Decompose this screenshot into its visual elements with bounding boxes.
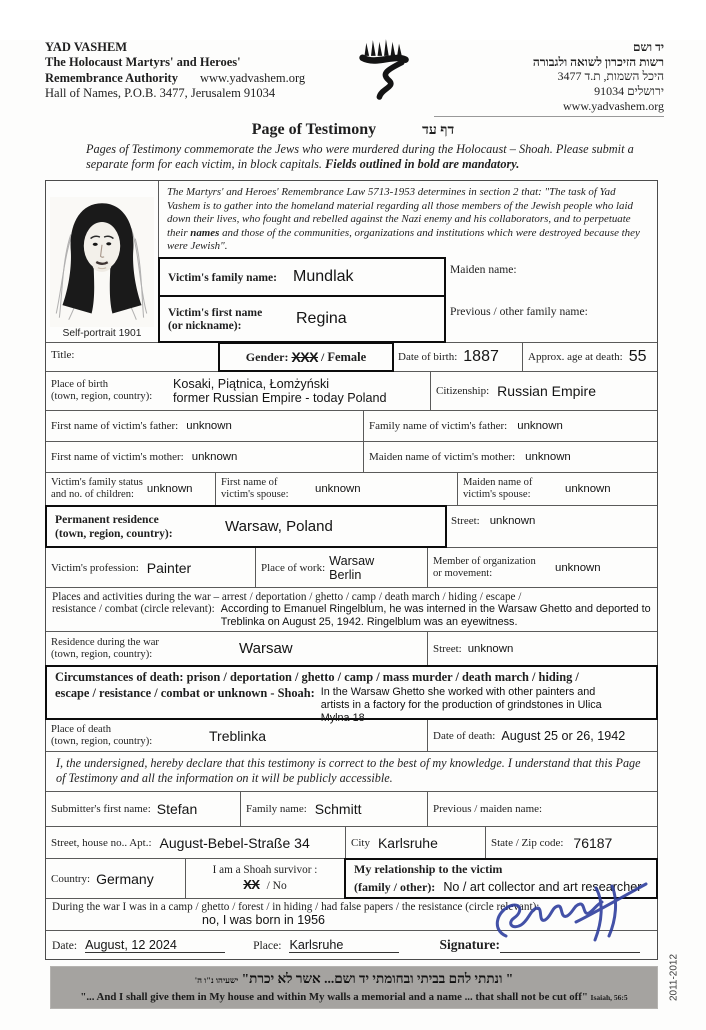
field-date-of-birth — [393, 343, 523, 371]
profession-label: Victim's profession: — [51, 561, 139, 574]
family-status-label-line1: Victim's family status — [51, 477, 143, 489]
form-title-english: Page of Testimony — [251, 121, 377, 139]
form-title-hebrew: דף עד — [422, 123, 455, 139]
spouse-first-name-label — [221, 477, 309, 501]
footer-english-quote-line — [58, 991, 650, 1003]
footer-english-quote: "... And I shall give them in My house and within My walls a memorial and a name ... that shall not be cut off" — [80, 991, 588, 1004]
permanent-residence-value: Warsaw, Poland — [225, 518, 333, 536]
row-submitter-address — [46, 827, 657, 859]
residence-during-war-label — [51, 637, 179, 661]
age-at-death-label: Approx. age at death: — [528, 351, 623, 364]
date-value: August, 12 2024 — [85, 938, 225, 953]
family-status-label — [51, 477, 143, 501]
row-declaration — [46, 752, 657, 792]
street-war-label: Street: — [433, 642, 462, 655]
spouse-first-name-value: unknown — [315, 483, 361, 496]
street-war-value: unknown — [467, 642, 514, 655]
spouse-first-name-label-line1: First name of — [221, 477, 278, 489]
law-part1: The Martyrs' and Heroes' Remembrance Law 5713-1953 determines in section 2 that: "The task of Yad Vashem is to gather into the homeland material regarding all those members of the Jewish people who laid down their lives, who fought and rebelled against the Nazi enemy and his collaborators, and to perpetuate their — [167, 186, 633, 239]
field-mother-first-name — [46, 442, 364, 472]
field-maiden-name — [445, 258, 657, 296]
permanent-residence-label-line2: (town, region, country): — [55, 526, 173, 540]
row-portrait-law-names — [46, 181, 657, 343]
field-victim-first-name — [158, 295, 446, 343]
residence-during-war-label-line2: (town, region, country): — [51, 648, 153, 660]
citizenship-label: Citizenship: — [436, 385, 490, 398]
field-previous-family-name — [445, 296, 657, 342]
org-website: www.yadvashem.org — [199, 70, 306, 85]
field-date-of-death — [428, 720, 657, 751]
field-residence-during-war — [46, 632, 428, 665]
place-of-death-label-line2: (town, region, country): — [51, 735, 153, 747]
place-of-birth-label — [51, 379, 173, 403]
age-at-death-value: 55 — [628, 348, 647, 366]
portrait-caption: Self-portrait 1901 — [62, 328, 142, 340]
organization-label — [433, 556, 549, 580]
organization-label-line2: or movement: — [433, 567, 493, 579]
field-mother-maiden-name — [364, 442, 657, 472]
field-submitter-city — [346, 827, 486, 858]
org-name: YAD VASHEM — [45, 40, 128, 54]
signature-label: Signature: — [439, 937, 500, 953]
survivor-no-value: / No — [266, 879, 287, 892]
org-pob-hebrew: היכל השמות, ת.ד 3477 — [557, 69, 664, 84]
residence-during-war-value: Warsaw — [239, 640, 293, 658]
family-status-label-line2: and no. of children: — [51, 489, 134, 501]
field-submitter-zip — [486, 827, 657, 858]
places-activities-label-line2: resistance / combat (circle relevant): — [52, 603, 215, 616]
row-residence-during-war — [46, 632, 657, 666]
date-of-birth-label: Date of birth: — [398, 351, 458, 364]
footer-hebrew-quote-line — [58, 971, 650, 987]
field-permanent-residence — [45, 505, 447, 548]
submitter-city-label: City — [351, 836, 370, 849]
field-father-first-name — [46, 411, 364, 441]
spouse-maiden-name-value: unknown — [565, 483, 611, 496]
field-profession — [46, 548, 256, 587]
place-value: Karlsruhe — [289, 938, 399, 953]
mother-first-name-label: First name of victim's mother: — [51, 451, 184, 464]
father-family-name-label: Family name of victim's father: — [369, 420, 508, 433]
place-of-work-value-line2: Berlin — [329, 567, 362, 582]
place-of-death-value: Treblinka — [209, 727, 267, 744]
residence-during-war-label-line1: Residence during the war — [51, 636, 159, 648]
field-street-permanent — [446, 506, 657, 547]
letterhead — [45, 40, 664, 117]
survivor-yes-crossed-out: XX — [243, 876, 260, 892]
submitter-city-value: Karlsruhe — [377, 834, 438, 851]
field-circumstances-of-death — [45, 665, 658, 724]
spouse-first-name-label-line2: victim's spouse: — [221, 489, 289, 501]
footer-english-source: Isaiah, 56:5 — [590, 993, 628, 1003]
spouse-maiden-name-label — [463, 477, 559, 501]
submitter-street-label: Street, house no.. Apt.: — [51, 836, 152, 849]
form-version-code: 2011-2012 — [668, 953, 680, 1002]
field-submitter-street — [46, 827, 346, 858]
field-spouse-first-name — [216, 473, 458, 505]
permanent-residence-label-line1: Permanent residence — [55, 512, 159, 526]
mother-maiden-name-value: unknown — [525, 451, 571, 464]
gender-value: Female — [327, 349, 367, 364]
places-activities-line2 — [52, 603, 651, 629]
during-war-label: During the war I was in a camp / ghetto / forest / in hiding / had false papers / the resistance (circle relevant): — [52, 901, 540, 914]
organization-value: unknown — [555, 561, 601, 574]
org-subtitle-1: The Holocaust Martyrs' and Heroes' — [45, 55, 241, 70]
row-profession-work-org — [46, 548, 657, 588]
law-and-names-column — [159, 181, 657, 342]
spouse-maiden-name-label-line2: victim's spouse: — [463, 489, 531, 501]
submitter-first-name-label: Submitter's first name: — [51, 803, 151, 816]
circumstances-line2 — [55, 686, 648, 725]
field-submitter-country — [46, 859, 186, 898]
row-submitter-names — [46, 792, 657, 827]
street-permanent-label: Street: — [451, 515, 480, 528]
place-of-work-value-line1: Warsaw — [329, 553, 375, 568]
row-place-of-birth — [46, 372, 657, 411]
form-instructions — [86, 142, 646, 172]
place-label: Place: — [253, 938, 282, 952]
footer-quote-bar — [50, 966, 658, 1009]
self-portrait-sketch-image — [50, 197, 154, 327]
date-label: Date: — [52, 938, 78, 952]
spouse-maiden-name-label-line1: Maiden name of — [463, 477, 533, 489]
field-gender — [218, 342, 394, 372]
family-status-value: unknown — [146, 483, 193, 496]
form-title — [0, 121, 706, 139]
row-place-date-of-death — [46, 720, 657, 752]
victim-first-name-label-line1: Victim's first name — [168, 305, 263, 319]
org-subtitle-2: Remembrance Authority — [45, 70, 178, 85]
title-label: Title: — [51, 349, 75, 362]
relationship-label-line2: (family / other): — [354, 879, 436, 894]
citizenship-value: Russian Empire — [497, 383, 596, 400]
field-survivor — [186, 859, 345, 898]
relationship-label-line1: My relationship to the victim — [354, 862, 503, 877]
law-bold-word: names — [190, 226, 220, 239]
field-title — [46, 343, 219, 371]
circumstances-answer: In the Warsaw Ghetto she worked with other painters and artists in a factory for the production of grindstones in Ulica Mylna 18 — [320, 685, 602, 724]
victim-first-name-value: Regina — [296, 310, 347, 328]
submitter-country-label: Country: — [51, 872, 91, 885]
submitter-family-name-label: Family name: — [246, 803, 307, 816]
victim-first-name-label-line2: (or nickname): — [168, 319, 242, 333]
field-organization — [428, 548, 657, 587]
footer-hebrew-source: ישעיהו נ"ו ה' — [194, 975, 239, 986]
field-place-of-death — [46, 720, 428, 751]
date-of-death-value: August 25 or 26, 1942 — [501, 728, 626, 743]
submitter-previous-name-label: Previous / maiden name: — [433, 803, 543, 816]
field-family-status — [46, 473, 216, 505]
field-submitter-family-name — [241, 792, 428, 826]
remembrance-law-text — [159, 181, 657, 258]
field-father-family-name — [364, 411, 657, 441]
org-website-hebrew-block: www.yadvashem.org — [563, 98, 664, 113]
org-postal-address: Hall of Names, P.O.B. 3477, Jerusalem 91034 — [45, 85, 276, 100]
row-family-name — [159, 258, 657, 296]
field-submitter-previous-name — [428, 792, 657, 826]
row-mother — [46, 442, 657, 473]
place-of-work-label: Place of work: — [261, 561, 326, 574]
father-first-name-value: unknown — [186, 420, 232, 433]
org-city-hebrew: ירושלים 91034 — [594, 83, 664, 98]
victim-portrait — [46, 181, 159, 342]
place-of-birth-value — [173, 377, 387, 405]
submitter-zip-value: 76187 — [573, 834, 613, 851]
permanent-residence-label — [55, 513, 205, 541]
victim-family-name-value: Mundlak — [293, 268, 354, 286]
victim-first-name-label — [168, 306, 286, 333]
maiden-name-label: Maiden name: — [450, 263, 517, 277]
organization-label-line1: Member of organization — [433, 555, 536, 567]
submitter-street-value: August-Bebel-Straße 34 — [159, 834, 310, 851]
during-war-answer: no, I was born in 1956 — [202, 913, 325, 928]
row-first-name — [159, 296, 657, 342]
field-street-war — [428, 632, 657, 665]
instructions-mandatory-note: Fields outlined in bold are mandatory. — [325, 157, 520, 172]
org-address-english — [45, 40, 335, 101]
father-family-name-value: unknown — [517, 420, 563, 433]
submitter-country-value: Germany — [96, 870, 154, 887]
gender-male-crossed-out: XXX — [291, 349, 318, 366]
gender-separator: / — [320, 349, 325, 364]
field-places-activities — [46, 588, 657, 631]
date-of-birth-value: 1887 — [463, 348, 499, 366]
row-family-status-spouse — [46, 473, 657, 506]
field-submitter-first-name — [46, 792, 241, 826]
handwritten-signature-icon — [488, 878, 653, 955]
testimony-form-table — [45, 180, 658, 960]
submitter-family-name-value: Schmitt — [314, 801, 362, 818]
org-address-hebrew — [434, 40, 664, 117]
place-of-death-label — [51, 724, 179, 748]
field-victim-family-name — [158, 257, 446, 297]
gender-label: Gender: — [245, 349, 289, 364]
survivor-label: I am a Shoah survivor : — [212, 863, 318, 876]
instructions-text: Pages of Testimony commemorate the Jews who were murdered during the Holocaust – Shoah. Please submit a separate form for each victim, in block capitals. — [86, 142, 634, 172]
circumstances-label-line2: escape / resistance / combat or unknown - Shoah: — [55, 685, 315, 700]
law-part2: and those of the communities, organizations and institutions which were destroyed because they were Jewish". — [167, 226, 640, 253]
place-of-birth-label-line2: (town, region, country): — [51, 391, 153, 403]
mother-maiden-name-label: Maiden name of victim's mother: — [369, 451, 516, 464]
circumstances-label-line1: Circumstances of death: prison / deportation / ghetto / camp / mass murder / death march / hiding / — [55, 670, 579, 685]
yad-vashem-logo-icon — [350, 36, 420, 107]
date-of-death-label: Date of death: — [433, 729, 496, 742]
declaration-text: I, the undersigned, hereby declare that this testimony is correct to the best of my knowledge. I understand that this Page of Testimony and all the information on it will be publicly accessible. — [56, 756, 641, 786]
place-of-birth-value-line1: Kosaki, Piątnica, Łomżyński — [173, 377, 330, 392]
field-place-of-work — [256, 548, 428, 587]
father-first-name-label: First name of victim's father: — [51, 420, 179, 433]
profession-value: Painter — [146, 559, 192, 576]
relationship-value: No / art collector and art researcher — [443, 879, 642, 894]
field-age-at-death — [523, 343, 657, 371]
row-father — [46, 411, 657, 442]
org-subtitle-hebrew: רשות הזיכרון לשואה ולגבורה — [532, 54, 664, 69]
row-places-activities — [46, 588, 657, 632]
street-permanent-value: unknown — [489, 515, 536, 528]
place-of-birth-value-line2: former Russian Empire - today Poland — [173, 391, 387, 406]
row-permanent-residence — [46, 506, 657, 548]
place-of-death-label-line1: Place of death — [51, 723, 112, 735]
mother-first-name-value: unknown — [191, 451, 238, 464]
previous-family-name-label: Previous / other family name: — [450, 305, 588, 319]
place-of-work-value — [329, 554, 374, 582]
row-title-gender-dob-age — [46, 343, 657, 372]
field-place-of-birth — [46, 372, 431, 410]
footer-hebrew-quote: " ונתתי להם בביתי ובחומתי יד ושם... אשר לא יכרת" — [241, 971, 514, 987]
places-activities-answer: According to Emanuel Ringelblum, he was interned in the Warsaw Ghetto and deported to Treblinka on August 25, 1942. Ringelblum was an eyewitness. — [220, 603, 651, 629]
survivor-answer — [191, 876, 339, 894]
place-of-birth-label-line1: Place of birth — [51, 379, 109, 391]
submitter-zip-label: State / Zip code: — [491, 836, 564, 849]
submitter-first-name-value: Stefan — [156, 801, 198, 818]
row-circumstances-of-death — [46, 666, 657, 724]
field-spouse-maiden-name — [458, 473, 657, 505]
page-of-testimony-scan — [0, 40, 706, 1030]
places-activities-label-line1: Places and activities during the war – arrest / deportation / ghetto / camp / death march / hiding / escape / — [52, 591, 522, 604]
org-name-hebrew: יד ושם — [633, 40, 664, 54]
field-citizenship — [431, 372, 657, 410]
victim-family-name-label: Victim's family name: — [168, 270, 278, 284]
